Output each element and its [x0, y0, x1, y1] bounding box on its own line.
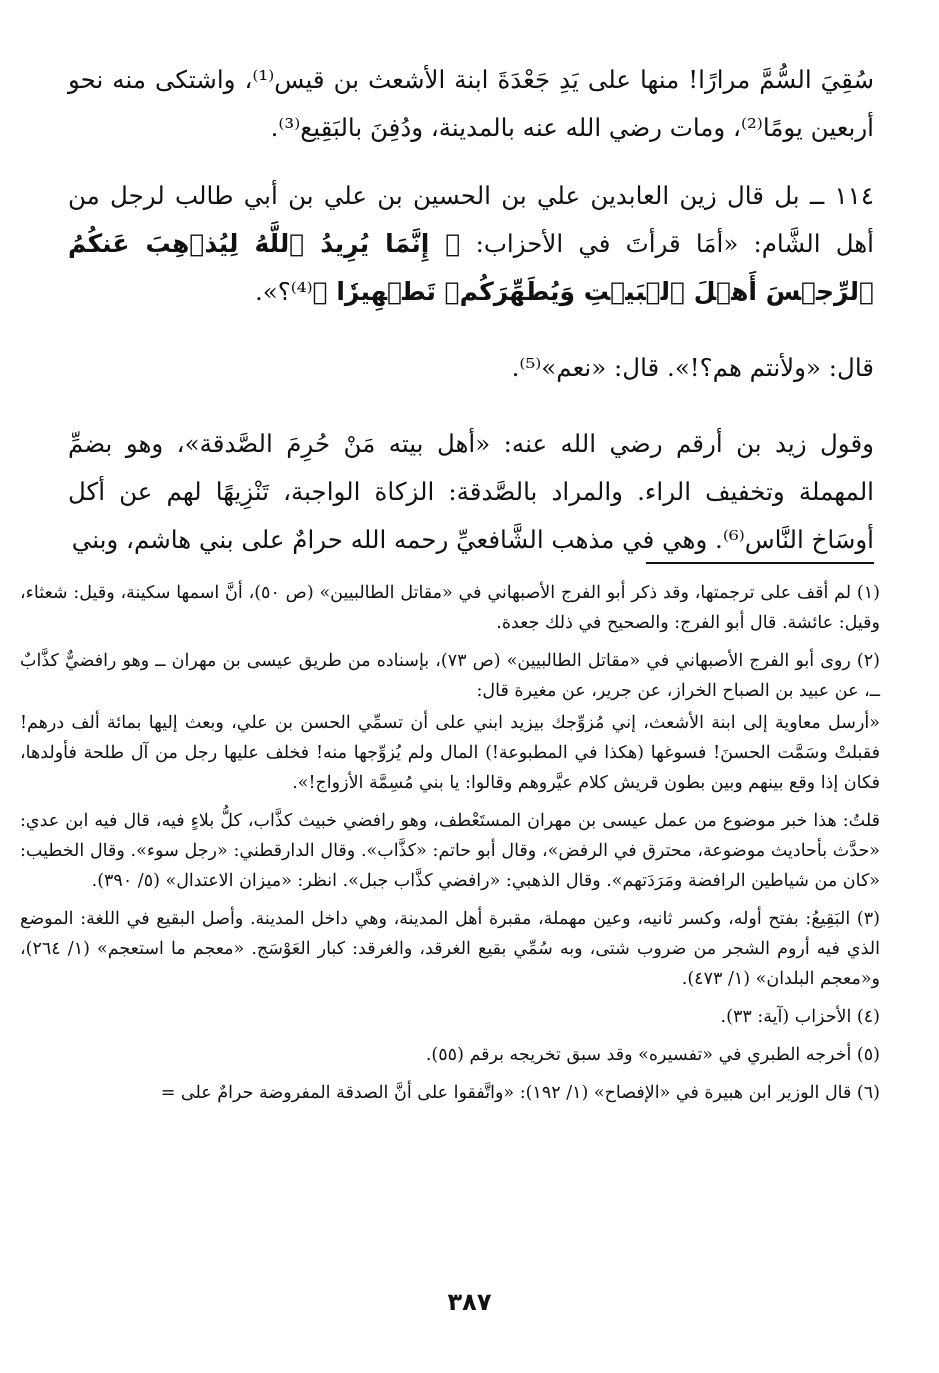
- footnote-2-quote: «أرسل معاوية إلى ابنة الأشعث، إني مُزوِّجك بيزيد ابني على أن تسمِّي الحسن بن علي، وبعث إليها بمائة ألف درهم! فقبلتْ وسَمَّت الحسنَ! فسوغها (هكذا في المطبوعة!) المال ولم يُزوِّجها منه! فخلف عليها رجل من آل طلحة فأولدها، فكان إذا وقع بينهم وبين بطون قريش كلام عيَّروهم وقالوا: يا بني مُسِمَّة الأزواج!».: [20, 713, 880, 793]
- paragraph-1: سُقِيَ السُّمَّ مرارًا! منها على يَدِ جَعْدَةَ ابنة الأشعث بن قيس⁽¹⁾، واشتكى منه نحو أربعين يومًا⁽²⁾، ومات رضي الله عنه بالمدينة، ودُفِنَ بالبَقِيع⁽³⁾.: [68, 65, 875, 142]
- paragraph-zaid: وقول زيد بن أرقم رضي الله عنه: «أهل بيته مَنْ حُرِمَ الصَّدقة»، وهو بضمِّ المهملة وتخفيف الراء. والمراد بالصَّدقة: الزكاة الواجبة، تَنْزِيهًا لهم عن أكل أوسَاخ النَّاس⁽⁶⁾. وهي في مذهب الشَّافعيِّ رحمه الله حرامٌ على بني هاشم، وبني: [68, 429, 874, 554]
- paragraph-114-text: ١١٤ ــ بل قال زين العابدين علي بن الحسين بن علي بن أبي طالب لرجل من أهل الشَّام: «أمَا قرأتَ في الأحزاب:: [68, 181, 874, 258]
- footnote-5: (٥) أخرجه الطبري في «تفسيره» وقد سبق تخريجه برقم (٥٥).: [425, 1045, 880, 1065]
- paragraph-114: [68, 172, 874, 316]
- footnote-2: (٢) روى أبو الفرج الأصبهاني في «مقاتل الطالبيين» (ص ٧٣)، بإسناده من طريق عيسى بن مهران ــ وهو رافضيٌّ كذَّابٌ ــ، عن عبيد بن الصباح الخراز، عن جرير، عن مغيرة قال:: [20, 651, 880, 701]
- main-text: [68, 56, 874, 564]
- paragraph-reply: قال: «ولأنتم هم؟!». قال: «نعم»⁽⁵⁾.: [511, 353, 874, 382]
- footnote-divider: [646, 562, 874, 564]
- footnote-4: (٤) الأحزاب (آية: ٣٣).: [720, 1007, 880, 1027]
- page-number: ٣٨٧: [447, 1288, 492, 1316]
- quran-verse: ﴿ إِنَّمَا يُرِيدُ ٱللَّهُ لِيُذۡهِبَ عَنكُمُ ٱلرِّجۡسَ أَهۡلَ ٱلۡبَيۡتِ وَيُطَهِّرَكُمۡ تَطۡهِيرٗا ﴾: [68, 229, 874, 306]
- footnote-2-comment: قلتُ: هذا خبر موضوع من عمل عيسى بن مهران المستَعْطف، وهو رافضي خبيث كذَّاب، كلُّ بلاءٍ فيه، قال فيه ابن عدي: «حدَّث بأحاديث موضوعة، محترق في الرفض»، وقال أبو حاتم: «كذَّاب». وقال الدارقطني: «رجل سوء». وقال الخطيب: «كان من شياطين الرافضة ومَرَدَتهم». وقال الذهبي: «رافضي كذَّاب جبل». انظر: «ميزان الاعتدال» (٥/ ٣٩٠).: [20, 811, 880, 891]
- paragraph-114-tail: ⁽⁴⁾؟».: [254, 277, 313, 306]
- footnotes: [20, 578, 880, 1116]
- footnote-3: (٣) البَقِيعُ: بفتح أوله، وكسر ثانيه، وعين مهملة، مقبرة أهل المدينة، وهي داخل المدينة. وأصل البقيع في اللغة: الموضع الذي فيه أروم الشجر من ضروب شتى، وبه سُمِّي بقيع الغرقد، والغرقد: كبار العَوْسَج. «معجم ما استعجم» (١/ ٢٦٤)، و«معجم البلدان» (١/ ٤٧٣).: [20, 909, 881, 989]
- footnote-1: (١) لم أقف على ترجمتها، وقد ذكر أبو الفرج الأصبهاني في «مقاتل الطالبيين» (ص ٥٠)، أنَّ اسمها سكينة، وقيل: شعثاء، وقيل: عائشة. قال أبو الفرج: والصحيح في ذلك جعدة.: [20, 583, 880, 633]
- footnote-6: (٦) قال الوزير ابن هبيرة في «الإفصاح» (١/ ١٩٢): «واتَّفقوا على أنَّ الصدقة المفروضة حرامٌ على =: [160, 1083, 880, 1103]
